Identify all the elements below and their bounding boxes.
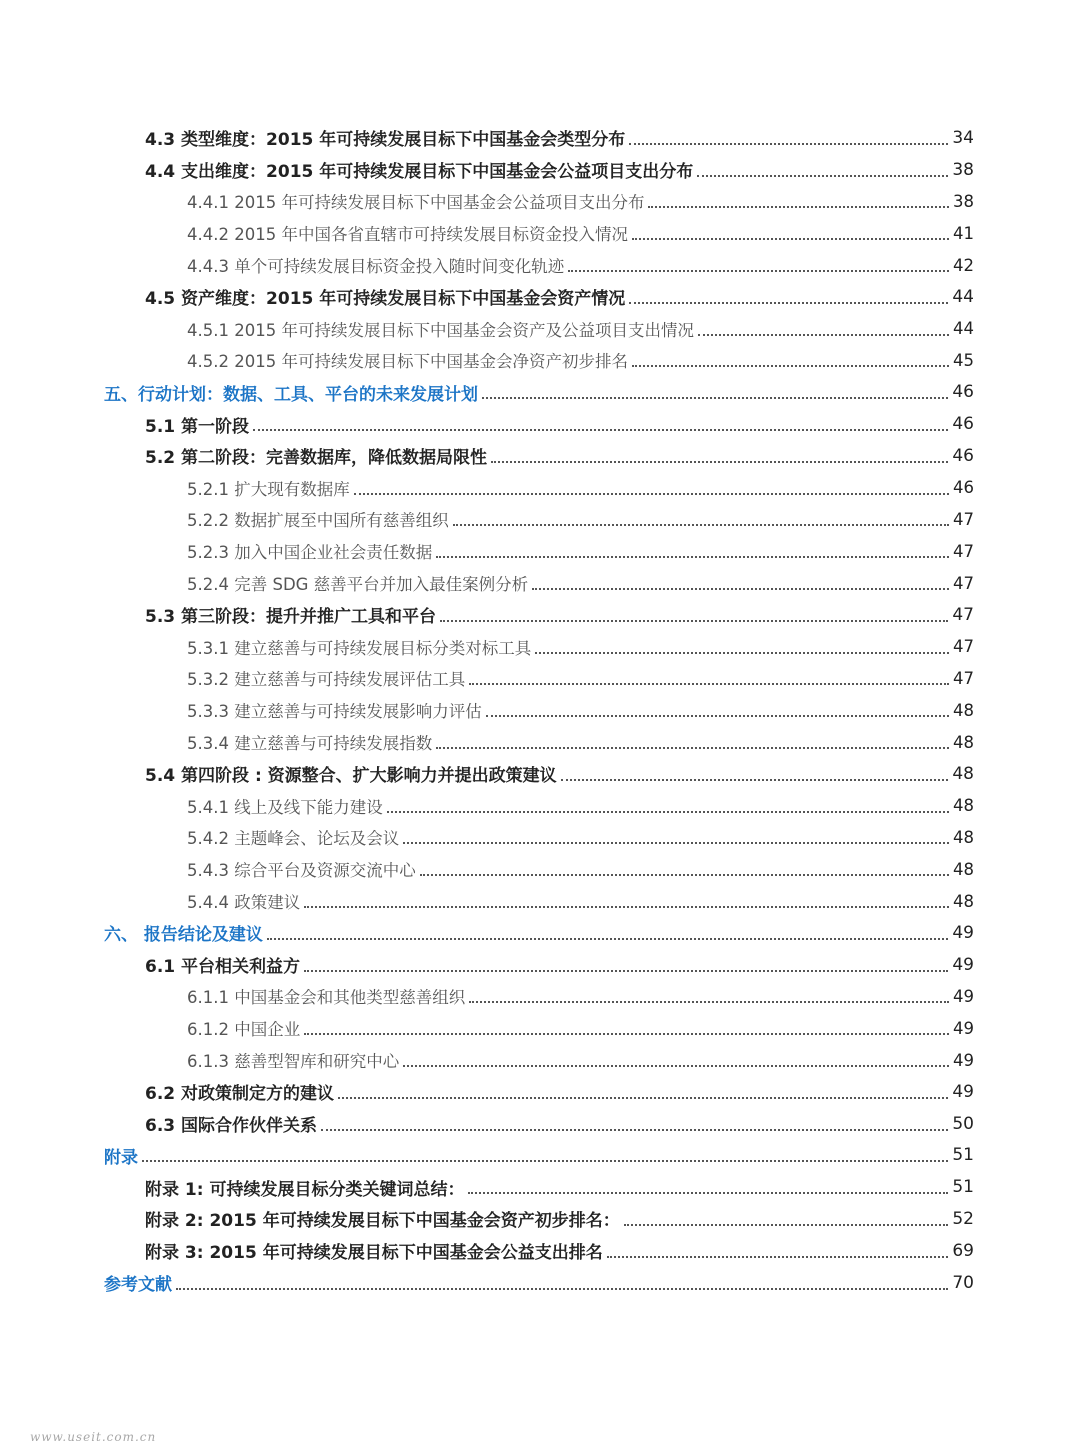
toc-entry-title: 六、 报告结论及建议 xyxy=(104,925,263,946)
toc-page-number: 50 xyxy=(952,1113,974,1134)
toc-page-number: 47 xyxy=(953,541,974,561)
toc-entry-title: 4.5.2 2015 年可持续发展目标下中国基金会净资产初步排名 xyxy=(187,352,628,372)
dot-leader xyxy=(697,175,948,177)
toc-subsection-entry[interactable] xyxy=(0,631,1091,663)
toc-entry-title: 5.4.1 线上及线下能力建设 xyxy=(187,797,383,817)
dot-leader xyxy=(436,556,949,558)
dot-leader xyxy=(142,1160,948,1162)
watermark: www.useit.com.cn xyxy=(30,1430,157,1444)
toc-entry-title: 5.3.2 建立慈善与可持续发展评估工具 xyxy=(187,670,466,690)
toc-entry-title: 6.1.3 慈善型智库和研究中心 xyxy=(187,1052,400,1071)
toc-section-entry[interactable] xyxy=(0,408,1091,440)
toc-entry-title: 5.3.1 建立慈善与可持续发展目标分类对标工具 xyxy=(187,638,532,658)
toc-page-number: 46 xyxy=(952,382,974,403)
toc-page-number: 41 xyxy=(953,223,974,243)
toc-subsection-entry[interactable] xyxy=(0,345,1091,377)
toc-page-number: 47 xyxy=(952,604,974,625)
toc-page-number: 38 xyxy=(953,191,974,211)
toc-subsection-entry[interactable] xyxy=(0,822,1091,854)
toc-page-number: 49 xyxy=(953,1050,974,1070)
toc-page-number: 34 xyxy=(952,127,974,148)
toc-subsection-entry[interactable] xyxy=(0,504,1091,536)
toc-page-number: 48 xyxy=(953,732,974,752)
toc-section-entry[interactable] xyxy=(0,1171,1091,1203)
toc-section-entry[interactable] xyxy=(0,1076,1091,1108)
toc-entry-title: 4.3 类型维度：2015 年可持续发展目标下中国基金会类型分布 xyxy=(145,130,626,151)
toc-entry-title: 6.1.2 中国企业 xyxy=(187,1020,301,1040)
toc-subsection-entry[interactable] xyxy=(0,567,1091,599)
toc-entry-title: 6.1 平台相关利益方 xyxy=(145,957,301,978)
dot-leader xyxy=(632,238,949,240)
toc-section-entry[interactable] xyxy=(0,1235,1091,1267)
toc-subsection-entry[interactable] xyxy=(0,472,1091,504)
toc-subsection-entry[interactable] xyxy=(0,885,1091,917)
toc-subsection-entry[interactable] xyxy=(0,853,1091,885)
dot-leader xyxy=(469,1001,949,1003)
dot-leader xyxy=(354,493,949,495)
dot-leader xyxy=(648,206,949,208)
toc-page-number: 46 xyxy=(953,478,974,498)
dot-leader xyxy=(568,270,949,272)
toc-entry-title: 4.4.1 2015 年可持续发展目标下中国基金会公益项目支出分布 xyxy=(187,193,645,213)
dot-leader xyxy=(440,620,948,622)
toc-entry-title: 5.1 第一阶段 xyxy=(145,416,250,437)
toc-entry-title: 附录 1: 可持续发展目标分类关键词总结： xyxy=(145,1179,465,1200)
toc-subsection-entry[interactable] xyxy=(0,186,1091,218)
toc-page-number: 51 xyxy=(952,1177,974,1198)
toc-page-number: 49 xyxy=(952,954,974,975)
toc-subsection-entry[interactable] xyxy=(0,726,1091,758)
dot-leader xyxy=(535,652,949,654)
toc-page-number: 49 xyxy=(952,922,974,943)
toc-page-number: 49 xyxy=(953,986,974,1006)
toc-entry-title: 5.3.3 建立慈善与可持续发展影响力评估 xyxy=(187,702,482,722)
toc-subsection-entry[interactable] xyxy=(0,313,1091,345)
dot-leader xyxy=(629,143,948,145)
toc-entry-title: 5.3 第三阶段：提升并推广工具和平台 xyxy=(145,607,437,628)
dot-leader xyxy=(436,747,949,749)
dot-leader xyxy=(387,811,949,813)
toc-entry-title: 5.4.4 政策建议 xyxy=(187,893,301,913)
toc-page-number: 69 xyxy=(952,1240,974,1261)
toc-entry-title: 6.3 国际合作伙伴关系 xyxy=(145,1116,318,1137)
toc-entry-title: 5.2 第二阶段：完善数据库，降低数据局限性 xyxy=(145,448,488,469)
toc-entry-title: 4.4.3 单个可持续发展目标资金投入随时间变化轨迹 xyxy=(187,257,565,277)
toc-entry-title: 5.2.4 完善 SDG 慈善平台并加入最佳案例分析 xyxy=(187,575,529,595)
dot-leader xyxy=(632,365,949,367)
toc-entry-title: 附录 xyxy=(104,1147,138,1168)
toc-chapter-entry[interactable] xyxy=(0,376,1091,408)
toc-entry-title: 4.4.2 2015 年中国各省直辖市可持续发展目标资金投入情况 xyxy=(187,225,628,245)
toc-page-number: 46 xyxy=(952,445,974,466)
dot-leader xyxy=(453,524,949,526)
dot-leader xyxy=(267,938,948,940)
toc-subsection-entry[interactable] xyxy=(0,790,1091,822)
toc-page-number: 49 xyxy=(952,1081,974,1102)
toc-section-entry[interactable] xyxy=(0,1108,1091,1140)
dot-leader xyxy=(304,970,948,972)
dot-leader xyxy=(304,906,949,908)
toc-entry-title: 5.2.1 扩大现有数据库 xyxy=(187,479,350,499)
dot-leader xyxy=(403,1065,949,1067)
dot-leader xyxy=(321,1129,948,1131)
dot-leader xyxy=(532,588,949,590)
toc-entry-title: 5.2.2 数据扩展至中国所有慈善组织 xyxy=(187,511,449,531)
toc-entry-title: 4.5.1 2015 年可持续发展目标下中国基金会资产及公益项目支出情况 xyxy=(187,320,694,340)
toc-subsection-entry[interactable] xyxy=(0,1044,1091,1076)
toc-chapter-entry[interactable] xyxy=(0,917,1091,949)
toc-subsection-entry[interactable] xyxy=(0,1012,1091,1044)
toc-chapter-entry[interactable] xyxy=(0,1267,1091,1299)
toc-entry-title: 附录 3: 2015 年可持续发展目标下中国基金会公益支出排名 xyxy=(145,1243,603,1264)
toc-subsection-entry[interactable] xyxy=(0,217,1091,249)
toc-entry-title: 5.3.4 建立慈善与可持续发展指数 xyxy=(187,734,433,754)
toc-entry-title: 4.4 支出维度：2015 年可持续发展目标下中国基金会公益项目支出分布 xyxy=(145,162,694,183)
toc-page-number: 47 xyxy=(953,509,974,529)
toc-page-number: 47 xyxy=(953,668,974,688)
toc-entry-title: 五、行动计划：数据、工具、平台的未来发展计划 xyxy=(104,384,478,405)
toc-page-number: 44 xyxy=(952,286,974,307)
dot-leader xyxy=(486,715,949,717)
toc-page-number: 47 xyxy=(953,637,974,657)
toc-section-entry[interactable] xyxy=(0,122,1091,154)
toc-section-entry[interactable] xyxy=(0,599,1091,631)
toc-page-number: 51 xyxy=(952,1145,974,1166)
dot-leader xyxy=(176,1288,948,1290)
toc-page-number: 48 xyxy=(953,827,974,847)
toc-entry-title: 5.4.3 综合平台及资源交流中心 xyxy=(187,861,416,881)
table-of-contents xyxy=(0,122,1091,1298)
dot-leader xyxy=(491,461,948,463)
toc-page-number: 48 xyxy=(953,796,974,816)
toc-section-entry[interactable] xyxy=(0,758,1091,790)
toc-subsection-entry[interactable] xyxy=(0,663,1091,695)
dot-leader xyxy=(420,874,949,876)
toc-page-number: 44 xyxy=(953,319,974,339)
toc-section-entry[interactable] xyxy=(0,154,1091,186)
dot-leader xyxy=(253,429,948,431)
dot-leader xyxy=(468,1192,948,1194)
toc-entry-title: 4.5 资产维度：2015 年可持续发展目标下中国基金会资产情况 xyxy=(145,289,626,310)
toc-entry-title: 参考文献 xyxy=(104,1275,172,1296)
toc-page-number: 38 xyxy=(952,159,974,180)
toc-page-number: 70 xyxy=(952,1272,974,1293)
toc-section-entry[interactable] xyxy=(0,1203,1091,1235)
toc-entry-title: 5.4 第四阶段 : 资源整合、扩大影响力并提出政策建议 xyxy=(145,766,557,787)
toc-subsection-entry[interactable] xyxy=(0,249,1091,281)
toc-entry-title: 6.2 对政策制定方的建议 xyxy=(145,1084,335,1105)
dot-leader xyxy=(338,1097,948,1099)
toc-chapter-entry[interactable] xyxy=(0,1140,1091,1172)
dot-leader xyxy=(607,1256,949,1258)
toc-page-number: 52 xyxy=(952,1208,974,1229)
toc-page-number: 48 xyxy=(952,763,974,784)
toc-entry-title: 5.2.3 加入中国企业社会责任数据 xyxy=(187,543,433,563)
dot-leader xyxy=(629,302,948,304)
toc-page-number: 49 xyxy=(953,1018,974,1038)
dot-leader xyxy=(624,1224,949,1226)
toc-page-number: 42 xyxy=(953,255,974,275)
toc-section-entry[interactable] xyxy=(0,281,1091,313)
toc-section-entry[interactable] xyxy=(0,440,1091,472)
toc-subsection-entry[interactable] xyxy=(0,981,1091,1013)
toc-entry-title: 附录 2: 2015 年可持续发展目标下中国基金会资产初步排名： xyxy=(145,1211,620,1232)
toc-subsection-entry[interactable] xyxy=(0,535,1091,567)
toc-page-number: 48 xyxy=(953,891,974,911)
dot-leader xyxy=(469,683,949,685)
dot-leader xyxy=(698,334,949,336)
toc-page-number: 45 xyxy=(953,350,974,370)
toc-page-number: 48 xyxy=(953,859,974,879)
toc-section-entry[interactable] xyxy=(0,949,1091,981)
toc-page-number: 46 xyxy=(952,414,974,435)
toc-subsection-entry[interactable] xyxy=(0,694,1091,726)
dot-leader xyxy=(482,397,948,399)
toc-page-number: 47 xyxy=(953,573,974,593)
dot-leader xyxy=(304,1033,949,1035)
dot-leader xyxy=(403,842,949,844)
toc-entry-title: 5.4.2 主题峰会、论坛及会议 xyxy=(187,829,400,849)
toc-entry-title: 6.1.1 中国基金会和其他类型慈善组织 xyxy=(187,988,466,1008)
dot-leader xyxy=(561,779,949,781)
toc-page-number: 48 xyxy=(953,700,974,720)
